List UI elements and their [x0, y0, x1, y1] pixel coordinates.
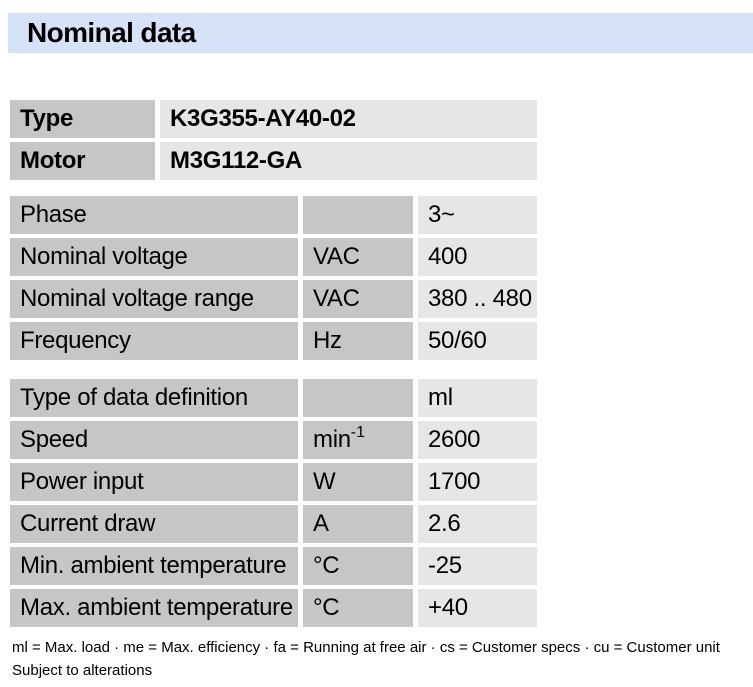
- row-value: 2.6: [418, 505, 537, 543]
- row-unit: VAC: [303, 238, 413, 276]
- row-value: 1700: [418, 463, 537, 501]
- footer-legend: ml = Max. load · me = Max. efficiency · fa = Running at free air · cs = Customer specs · cu = Customer unit: [12, 639, 720, 656]
- page-title: Nominal data: [27, 17, 196, 48]
- footer-note: Subject to alterations: [12, 662, 153, 679]
- row-label: Frequency: [10, 322, 298, 360]
- row-value: M3G112-GA: [160, 142, 537, 180]
- table-row: [10, 547, 537, 585]
- table-row: [10, 100, 537, 138]
- unit-base: °C: [313, 552, 340, 579]
- row-value: K3G355-AY40-02: [160, 100, 537, 138]
- section-header-bar: [8, 13, 753, 53]
- row-value: 3~: [418, 196, 537, 234]
- row-label: Current draw: [10, 505, 298, 543]
- row-label: Power input: [10, 463, 298, 501]
- row-unit: [303, 379, 413, 417]
- row-value: 2600: [418, 421, 537, 459]
- row-label: Type: [10, 100, 155, 138]
- row-value: 400: [418, 238, 537, 276]
- table-row: [10, 421, 537, 459]
- table-row: [10, 238, 537, 276]
- row-value: 50/60: [418, 322, 537, 360]
- row-label: Max. ambient temperature: [10, 589, 298, 627]
- unit-base: °C: [313, 594, 340, 621]
- row-label: Phase: [10, 196, 298, 234]
- unit-base: min: [313, 426, 351, 453]
- row-unit: [303, 505, 413, 543]
- table-row: [10, 505, 537, 543]
- identity-table: [10, 100, 537, 180]
- row-value: -25: [418, 547, 537, 585]
- table-row: [10, 322, 537, 360]
- row-value: ml: [418, 379, 537, 417]
- unit-superscript: -1: [350, 424, 366, 441]
- row-unit: [303, 463, 413, 501]
- footer: [12, 636, 720, 682]
- row-label: Type of data definition: [10, 379, 298, 417]
- row-label: Nominal voltage: [10, 238, 298, 276]
- performance-table: [10, 379, 537, 627]
- electrical-table: [10, 196, 537, 360]
- row-unit: VAC: [303, 280, 413, 318]
- row-label: Motor: [10, 142, 155, 180]
- row-unit: [303, 589, 413, 627]
- table-row: [10, 463, 537, 501]
- row-value: 380 .. 480: [418, 280, 537, 318]
- row-unit: [303, 547, 413, 585]
- row-value: +40: [418, 589, 537, 627]
- row-label: Speed: [10, 421, 298, 459]
- row-label: Nominal voltage range: [10, 280, 298, 318]
- table-row: [10, 142, 537, 180]
- unit-base: A: [313, 510, 329, 537]
- table-row: [10, 379, 537, 417]
- unit-base: W: [313, 468, 336, 495]
- row-unit: [303, 196, 413, 234]
- table-row: [10, 196, 537, 234]
- table-row: [10, 280, 537, 318]
- row-label: Min. ambient temperature: [10, 547, 298, 585]
- row-unit: Hz: [303, 322, 413, 360]
- row-unit: [303, 421, 413, 459]
- table-row: [10, 589, 537, 627]
